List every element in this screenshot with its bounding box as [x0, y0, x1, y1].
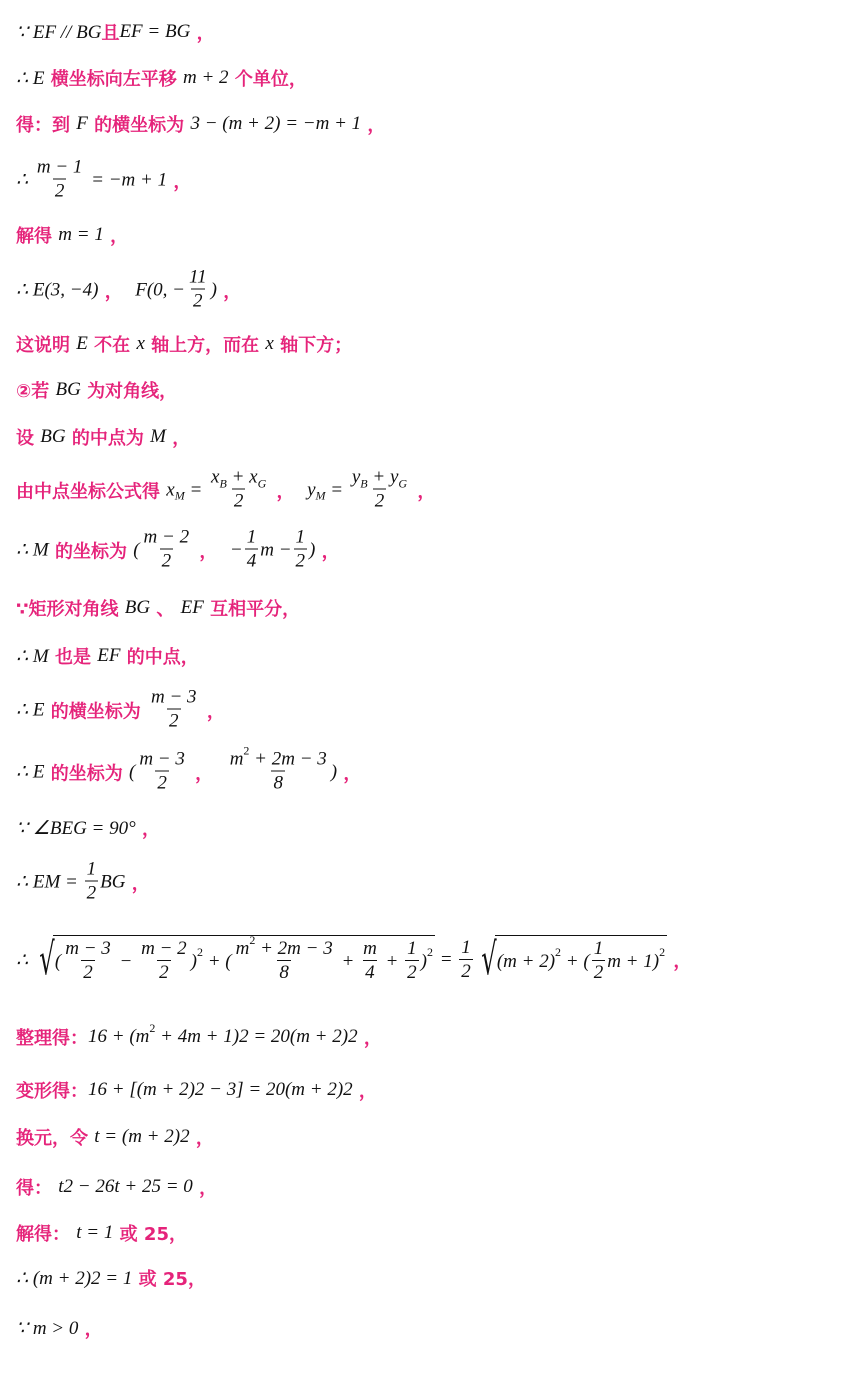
math-text: + 2m − 3 — [249, 748, 327, 770]
numerator — [234, 933, 335, 960]
superscript: 2 — [149, 1020, 156, 1035]
solution-line — [16, 743, 362, 796]
chinese-text: 为对角线， — [80, 381, 178, 402]
fraction — [85, 859, 99, 906]
solution-line — [16, 1124, 214, 1150]
math-text: 2 — [233, 490, 244, 512]
math-text: + y — [367, 466, 399, 488]
math-text: = −m + 1 — [86, 169, 168, 190]
fraction — [142, 527, 192, 574]
solution-line — [16, 1174, 217, 1200]
fraction — [592, 938, 606, 985]
math-text: 2 — [83, 962, 93, 983]
chinese-text: 解得： — [16, 1224, 77, 1245]
numerator — [405, 938, 419, 960]
superscript: 2 — [426, 945, 433, 959]
chinese-text: ， — [190, 23, 215, 44]
math-text: 1 — [86, 858, 97, 880]
math-text: − — [229, 539, 243, 560]
math-text: 2 — [54, 180, 65, 202]
math-text: ) — [210, 279, 217, 300]
denominator — [160, 549, 174, 574]
math-text: ) — [309, 539, 316, 560]
denominator — [232, 489, 246, 514]
fraction — [187, 267, 209, 314]
math-text: ∴ EM = — [16, 871, 83, 893]
fraction — [234, 933, 335, 985]
chinese-text: ， — [189, 1128, 214, 1149]
math-text: 2 — [159, 962, 169, 983]
subscript: M — [174, 488, 185, 503]
numerator — [63, 938, 113, 960]
math-text: M — [150, 426, 166, 447]
fraction — [459, 937, 473, 984]
denominator — [191, 289, 205, 314]
math-text: = — [184, 479, 208, 500]
math-text: F(0, − — [135, 279, 185, 300]
math-text: BG — [55, 379, 81, 400]
chinese-text: 个单位， — [228, 69, 307, 90]
chinese-text: 解得 — [16, 226, 59, 247]
math-text: ∴ M — [16, 539, 49, 561]
math-text: 2 — [86, 882, 97, 904]
math-text: E — [76, 333, 88, 354]
chinese-text: ， — [167, 171, 192, 192]
superscript: 2 — [243, 743, 250, 758]
math-text: 4 — [246, 550, 257, 572]
radical-sign-icon: √ — [481, 934, 497, 985]
fraction — [245, 527, 259, 574]
solution-line — [16, 377, 177, 403]
math-text: m = 1 — [58, 224, 104, 245]
math-text: 2 — [169, 710, 179, 732]
math-text: ∴ E — [16, 761, 45, 783]
math-text: 2 — [295, 550, 306, 572]
denominator — [592, 960, 606, 985]
denominator — [294, 549, 308, 574]
math-text: BG — [40, 426, 66, 447]
chinese-text: 整理得： — [16, 1028, 88, 1049]
math-text: m — [229, 748, 244, 770]
chinese-text: 的横坐标为 — [87, 115, 191, 136]
math-text: ) — [190, 950, 197, 972]
denominator — [277, 960, 291, 985]
math-text: t2 − 26t + 25 = 0 — [58, 1176, 193, 1197]
numerator — [85, 859, 99, 881]
math-text: ) — [330, 761, 338, 782]
solution-line — [16, 1220, 187, 1246]
math-text: t = 1 — [76, 1222, 114, 1243]
chinese-text: 也是 — [48, 647, 98, 668]
math-text: 2 — [161, 550, 172, 572]
math-text: m − 2 — [143, 526, 190, 548]
chinese-text: 的中点， — [120, 647, 199, 668]
denominator — [405, 960, 419, 985]
subscript: B — [219, 476, 227, 491]
math-text: 2 — [157, 772, 167, 794]
chinese-text: ， — [192, 1178, 218, 1199]
chinese-text: 这说明 — [16, 335, 77, 356]
chinese-text: ②若 — [16, 381, 56, 402]
denominator — [271, 771, 285, 796]
math-text: + 4m + 1)2 = 20(m + 2)2 — [155, 1026, 358, 1047]
math-text: 8 — [279, 962, 289, 983]
denominator — [459, 959, 473, 984]
math-text: ( — [54, 950, 62, 972]
square-root — [475, 935, 667, 985]
radical-sign-icon: √ — [39, 934, 55, 985]
math-text: y — [307, 479, 316, 500]
math-text: 16 + (m — [88, 1026, 150, 1047]
math-text: 1 — [593, 938, 604, 959]
math-text: 2 — [374, 490, 385, 512]
chinese-text: 变形得： — [16, 1081, 88, 1102]
denominator — [53, 179, 67, 204]
fraction — [350, 467, 409, 514]
numerator — [294, 527, 308, 549]
math-text: m — [363, 938, 377, 959]
chinese-text: ， — [352, 1081, 377, 1102]
fraction — [63, 938, 113, 985]
chinese-text: 不在 — [87, 335, 137, 356]
denominator — [155, 771, 169, 796]
numerator — [245, 527, 259, 549]
math-text: 2 — [461, 960, 471, 982]
math-text: m − 2 — [141, 938, 187, 959]
math-text: x — [136, 333, 145, 354]
math-text: 2 — [407, 962, 417, 983]
chinese-text: ， — [78, 1319, 103, 1340]
numerator — [350, 467, 409, 489]
math-text: y — [351, 466, 361, 488]
chinese-text: 的坐标为 — [48, 541, 134, 562]
math-text: + 2m − 3 — [255, 938, 333, 959]
chinese-text: ， — [103, 226, 129, 247]
solution-line — [16, 331, 352, 357]
chinese-text: ， — [193, 541, 230, 562]
subscript: M — [315, 488, 326, 503]
subscript: G — [398, 476, 408, 491]
fraction — [137, 749, 187, 796]
math-text: m + 2 — [183, 67, 229, 88]
numerator — [35, 157, 85, 179]
solution-line — [16, 65, 307, 91]
denominator — [157, 960, 171, 985]
chinese-text: ， — [125, 873, 150, 894]
math-text: 3 − (m + 2) = −m + 1 — [190, 113, 362, 134]
solution-line — [16, 935, 691, 985]
math-text: x — [166, 479, 175, 500]
chinese-text: ， — [270, 481, 308, 502]
subscript: G — [257, 476, 267, 491]
fraction — [149, 687, 199, 734]
math-text: EF = BG — [119, 21, 191, 42]
numerator — [228, 743, 329, 771]
math-text: x — [265, 333, 274, 354]
numerator — [592, 938, 606, 960]
fraction — [405, 938, 419, 985]
fraction — [228, 743, 329, 796]
denominator — [245, 549, 259, 574]
chinese-text: 的坐标为 — [44, 763, 129, 784]
chinese-text: ， — [315, 541, 340, 562]
chinese-text: ， — [361, 115, 386, 136]
chinese-text: ， — [337, 763, 362, 784]
numerator — [142, 527, 192, 549]
solution-line — [16, 643, 199, 669]
fraction — [361, 938, 379, 985]
numerator — [149, 687, 199, 709]
fraction — [294, 527, 308, 574]
solution-line — [16, 1020, 382, 1050]
solution-line — [16, 267, 241, 314]
chinese-text: 或 25， — [113, 1224, 187, 1245]
math-text: ∴ E(3, −4) — [16, 279, 99, 301]
math-text: ∴ — [16, 949, 33, 971]
math-text: 4 — [365, 962, 375, 983]
math-text: m + 1) — [607, 950, 660, 972]
denominator — [85, 881, 99, 906]
math-text: ) — [420, 950, 427, 972]
math-text: 1 — [295, 526, 306, 548]
chinese-text: 互相平分， — [203, 599, 301, 620]
superscript: 2 — [249, 933, 256, 947]
math-text: BG — [124, 597, 151, 618]
solution-line — [16, 815, 160, 841]
math-text: − — [114, 950, 138, 972]
numerator — [209, 467, 268, 489]
chinese-text: 的中点为 — [65, 428, 151, 449]
math-text: m − — [260, 539, 292, 560]
numerator — [139, 938, 189, 960]
solution-line — [16, 111, 385, 137]
superscript: 2 — [659, 945, 666, 959]
math-text: EF — [180, 597, 204, 618]
math-text: EF — [97, 645, 121, 666]
solution-line — [16, 222, 128, 248]
chinese-text: ， — [200, 701, 225, 722]
chinese-text: ∵矩形对角线 — [16, 599, 125, 620]
chinese-text: ， — [188, 763, 226, 784]
solution-line — [16, 467, 435, 514]
solution-line — [16, 1315, 103, 1341]
solution-line — [16, 1077, 377, 1103]
chinese-text: 轴上方，而在 — [144, 335, 266, 356]
superscript: 2 — [555, 945, 562, 959]
math-text: ∴ — [16, 169, 33, 191]
math-text: F — [76, 113, 88, 134]
math-text: + ( — [202, 950, 232, 972]
chinese-text: 且 — [101, 23, 120, 44]
math-text: (m + 2) — [496, 950, 556, 972]
math-text: t = (m + 2)2 — [94, 1126, 190, 1147]
math-text: + — [380, 950, 404, 972]
numerator — [459, 937, 473, 959]
math-text: ∵ m > 0 — [16, 1317, 79, 1339]
math-text: x — [211, 466, 220, 488]
math-text: + ( — [561, 950, 590, 972]
chinese-text: 得： — [16, 1178, 59, 1199]
solution-line — [16, 859, 150, 906]
chinese-text: 得：到 — [16, 115, 77, 136]
chinese-text: 或 25， — [132, 1269, 206, 1290]
chinese-text: 、 — [150, 599, 181, 620]
square-root — [33, 935, 435, 985]
radicand — [495, 935, 667, 985]
math-text: = — [434, 949, 458, 970]
fraction — [209, 467, 268, 514]
chinese-text: 横坐标向左平移 — [44, 69, 183, 90]
subscript: B — [360, 476, 368, 491]
solution-line — [16, 424, 190, 450]
math-text: ∵ ∠BEG = 90° — [16, 817, 136, 839]
solution-line — [16, 1265, 206, 1291]
math-text: 1 — [461, 936, 471, 958]
math-text: + — [336, 950, 360, 972]
math-text: BG — [100, 871, 126, 892]
numerator — [137, 749, 187, 771]
denominator — [81, 960, 95, 985]
math-text: 2 — [593, 962, 604, 983]
math-text: m − 1 — [36, 156, 83, 178]
math-text: ( — [133, 539, 140, 560]
radicand — [53, 935, 435, 985]
math-text: ( — [129, 761, 136, 782]
math-text: + x — [226, 466, 258, 488]
numerator — [187, 267, 209, 289]
math-text: ∴ E — [16, 699, 45, 721]
denominator — [373, 489, 387, 514]
math-text: = — [325, 479, 348, 500]
math-text: m − 3 — [139, 748, 185, 770]
fraction — [139, 938, 189, 985]
math-text: ∴ (m + 2)2 = 1 — [16, 1267, 133, 1289]
chinese-text: ， — [216, 281, 242, 302]
chinese-text: ， — [357, 1028, 382, 1049]
denominator — [363, 960, 377, 985]
solution-line — [16, 527, 340, 574]
chinese-text: 由中点坐标公式得 — [16, 481, 167, 502]
math-text: ∵ EF // BG — [16, 21, 102, 43]
solution-line — [16, 19, 215, 45]
math-text: m — [235, 938, 250, 959]
chinese-text: 设 — [16, 428, 41, 449]
solution-line — [16, 687, 225, 734]
solution-line — [16, 157, 191, 204]
chinese-text: ， — [135, 819, 161, 840]
math-text: m − 3 — [65, 938, 111, 959]
math-text: 2 — [193, 290, 203, 312]
fraction — [35, 157, 85, 204]
math-text: 16 + [(m + 2)2 − 3] = 20(m + 2)2 — [88, 1079, 353, 1100]
math-text: ∴ E — [16, 67, 45, 89]
superscript: 2 — [196, 945, 203, 959]
denominator — [167, 709, 181, 734]
math-text: ∴ M — [16, 645, 49, 667]
math-text: 1 — [246, 526, 257, 548]
math-text: 8 — [273, 772, 283, 794]
math-text: 11 — [189, 266, 207, 288]
chinese-text: 换元，令 — [16, 1128, 95, 1149]
chinese-text: ， — [411, 481, 436, 502]
math-text: 1 — [407, 938, 417, 959]
solution-line — [16, 595, 300, 621]
chinese-text: ， — [165, 428, 191, 449]
chinese-text: ， — [667, 951, 692, 972]
chinese-text: 的横坐标为 — [44, 701, 147, 722]
chinese-text: ， — [98, 281, 136, 302]
numerator — [361, 938, 379, 960]
math-text: m − 3 — [151, 686, 197, 708]
chinese-text: 轴下方； — [273, 335, 353, 356]
